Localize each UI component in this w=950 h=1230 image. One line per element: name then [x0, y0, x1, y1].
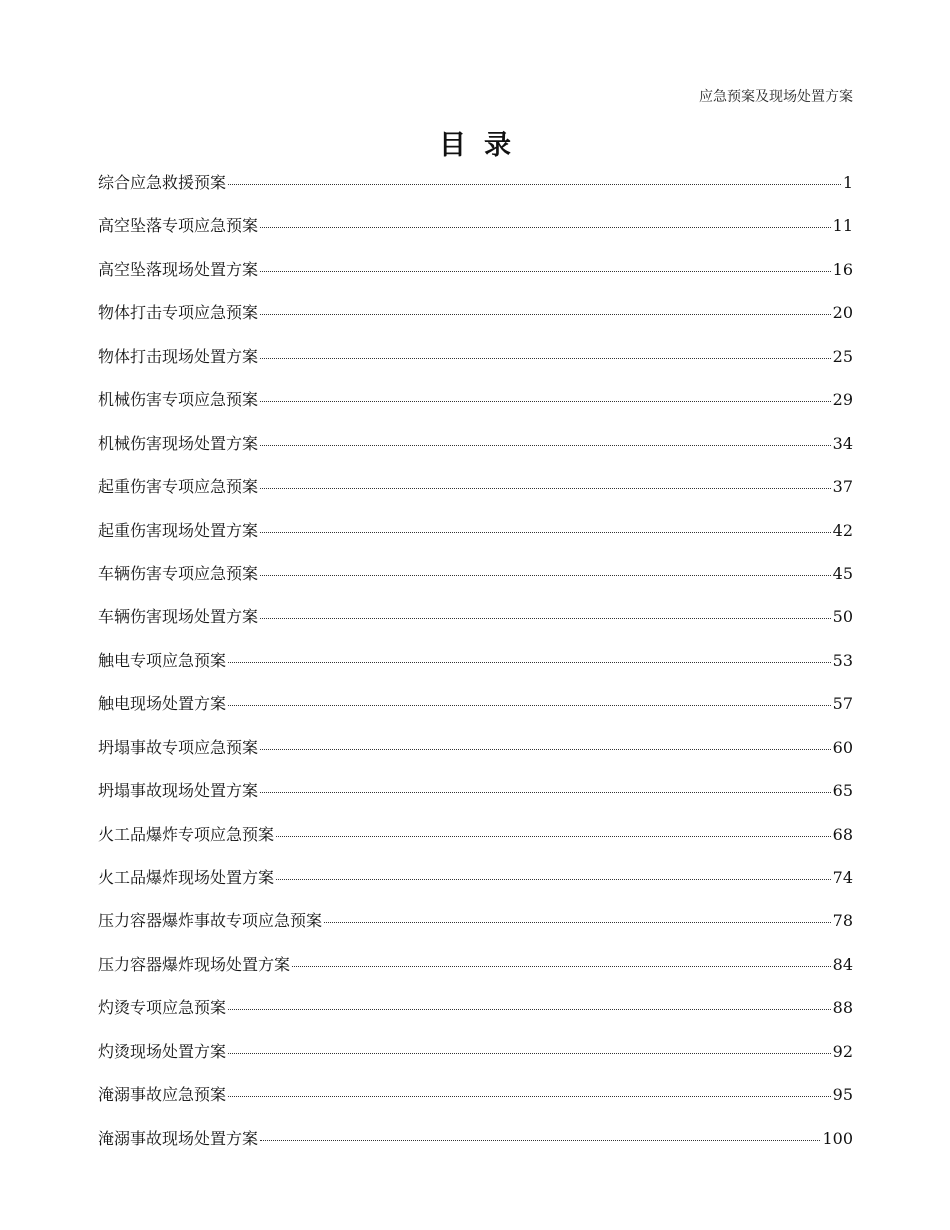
toc-entry-page: 1	[842, 173, 853, 192]
toc-entry-label: 淹溺事故应急预案	[98, 1085, 227, 1105]
toc-entry-label: 车辆伤害专项应急预案	[98, 563, 259, 583]
toc-entry[interactable]	[98, 258, 853, 301]
toc-entry-label: 起重伤害专项应急预案	[98, 477, 259, 497]
toc-entry-label: 触电专项应急预案	[98, 650, 227, 670]
toc-entry[interactable]	[98, 519, 853, 562]
toc-entry-label: 火工品爆炸现场处置方案	[98, 868, 275, 887]
toc-entry-label: 火工品爆炸专项应急预案	[98, 824, 275, 844]
dot-leader	[260, 271, 831, 272]
toc-entry-label: 物体打击专项应急预案	[98, 303, 259, 323]
toc-entry-label: 坍塌事故专项应急预案	[98, 737, 259, 757]
dot-leader	[260, 749, 831, 750]
toc-entry-label: 物体打击现场处置方案	[98, 346, 259, 366]
toc-entry[interactable]	[98, 996, 853, 1039]
toc-entry[interactable]	[98, 736, 853, 779]
toc-entry-page: 92	[832, 1041, 853, 1061]
toc-entry[interactable]	[98, 1127, 853, 1170]
toc-entry[interactable]	[98, 779, 853, 822]
toc-entry-page: 68	[832, 824, 853, 844]
toc-entry-page: 53	[832, 650, 853, 670]
toc-entry-page: 11	[832, 216, 853, 236]
dot-leader	[260, 618, 831, 619]
toc-entry-page: 100	[822, 1128, 853, 1148]
toc-entry-page: 60	[832, 737, 853, 757]
toc-entry-page: 45	[832, 563, 853, 583]
toc-entry-page: 95	[832, 1085, 853, 1105]
dot-leader	[260, 575, 831, 576]
toc-entry[interactable]	[98, 605, 853, 648]
dot-leader	[228, 705, 831, 706]
dot-leader	[260, 227, 831, 228]
dot-leader	[260, 358, 831, 359]
dot-leader	[228, 184, 841, 185]
toc-entry-page: 20	[832, 303, 853, 323]
toc-entry-page: 42	[832, 520, 853, 540]
toc-entry[interactable]	[98, 475, 853, 518]
toc-entry-label: 综合应急救援预案	[98, 173, 227, 192]
toc-title: 目录	[439, 130, 529, 161]
dot-leader	[324, 922, 831, 923]
toc-entry-page: 34	[832, 433, 853, 453]
table-of-contents	[98, 171, 853, 1170]
dot-leader	[276, 879, 831, 880]
toc-entry[interactable]	[98, 562, 853, 605]
toc-entry-label: 车辆伤害现场处置方案	[98, 607, 259, 627]
dot-leader	[228, 1096, 831, 1097]
toc-entry[interactable]	[98, 1040, 853, 1083]
toc-entry[interactable]	[98, 1083, 853, 1126]
toc-entry-page: 25	[832, 346, 853, 366]
dot-leader	[228, 662, 831, 663]
toc-entry-page: 29	[832, 390, 853, 410]
toc-entry-label: 高空坠落现场处置方案	[98, 259, 259, 279]
toc-entry-label: 压力容器爆炸事故专项应急预案	[98, 911, 323, 931]
toc-entry[interactable]	[98, 388, 853, 431]
toc-entry-label: 灼烫现场处置方案	[98, 1041, 227, 1061]
toc-entry-page: 88	[832, 998, 853, 1018]
dot-leader	[260, 532, 831, 533]
toc-entry[interactable]	[98, 214, 853, 257]
dot-leader	[276, 836, 831, 837]
dot-leader	[260, 314, 831, 315]
toc-entry[interactable]	[98, 432, 853, 475]
toc-entry[interactable]	[98, 866, 853, 909]
toc-entry-label: 高空坠落专项应急预案	[98, 216, 259, 236]
dot-leader	[260, 792, 831, 793]
toc-entry[interactable]	[98, 301, 853, 344]
toc-entry-label: 淹溺事故现场处置方案	[98, 1128, 259, 1148]
toc-entry-label: 灼烫专项应急预案	[98, 998, 227, 1018]
toc-entry-page: 78	[832, 911, 853, 931]
toc-entry-page: 16	[832, 259, 853, 279]
toc-entry-label: 机械伤害现场处置方案	[98, 433, 259, 453]
toc-entry-page: 65	[832, 781, 853, 801]
dot-leader	[260, 1140, 820, 1141]
running-header: 应急预案及现场处置方案	[699, 89, 853, 105]
toc-entry-label: 压力容器爆炸现场处置方案	[98, 954, 291, 974]
toc-entry-label: 机械伤害专项应急预案	[98, 390, 259, 410]
dot-leader	[228, 1009, 831, 1010]
toc-entry[interactable]	[98, 171, 853, 214]
dot-leader	[228, 1053, 831, 1054]
toc-entry[interactable]	[98, 909, 853, 952]
toc-entry[interactable]	[98, 345, 853, 388]
toc-entry[interactable]	[98, 823, 853, 866]
toc-entry-page: 57	[832, 694, 853, 714]
toc-entry[interactable]	[98, 649, 853, 692]
dot-leader	[260, 445, 831, 446]
toc-entry[interactable]	[98, 692, 853, 735]
toc-entry-page: 37	[832, 477, 853, 497]
toc-entry-label: 坍塌事故现场处置方案	[98, 781, 259, 801]
dot-leader	[260, 401, 831, 402]
dot-leader	[292, 966, 831, 967]
toc-entry-page: 74	[832, 868, 853, 887]
toc-entry-page: 84	[832, 954, 853, 974]
toc-entry[interactable]	[98, 953, 853, 996]
toc-entry-label: 起重伤害现场处置方案	[98, 520, 259, 540]
toc-entry-page: 50	[832, 607, 853, 627]
toc-entry-label: 触电现场处置方案	[98, 694, 227, 714]
dot-leader	[260, 488, 831, 489]
